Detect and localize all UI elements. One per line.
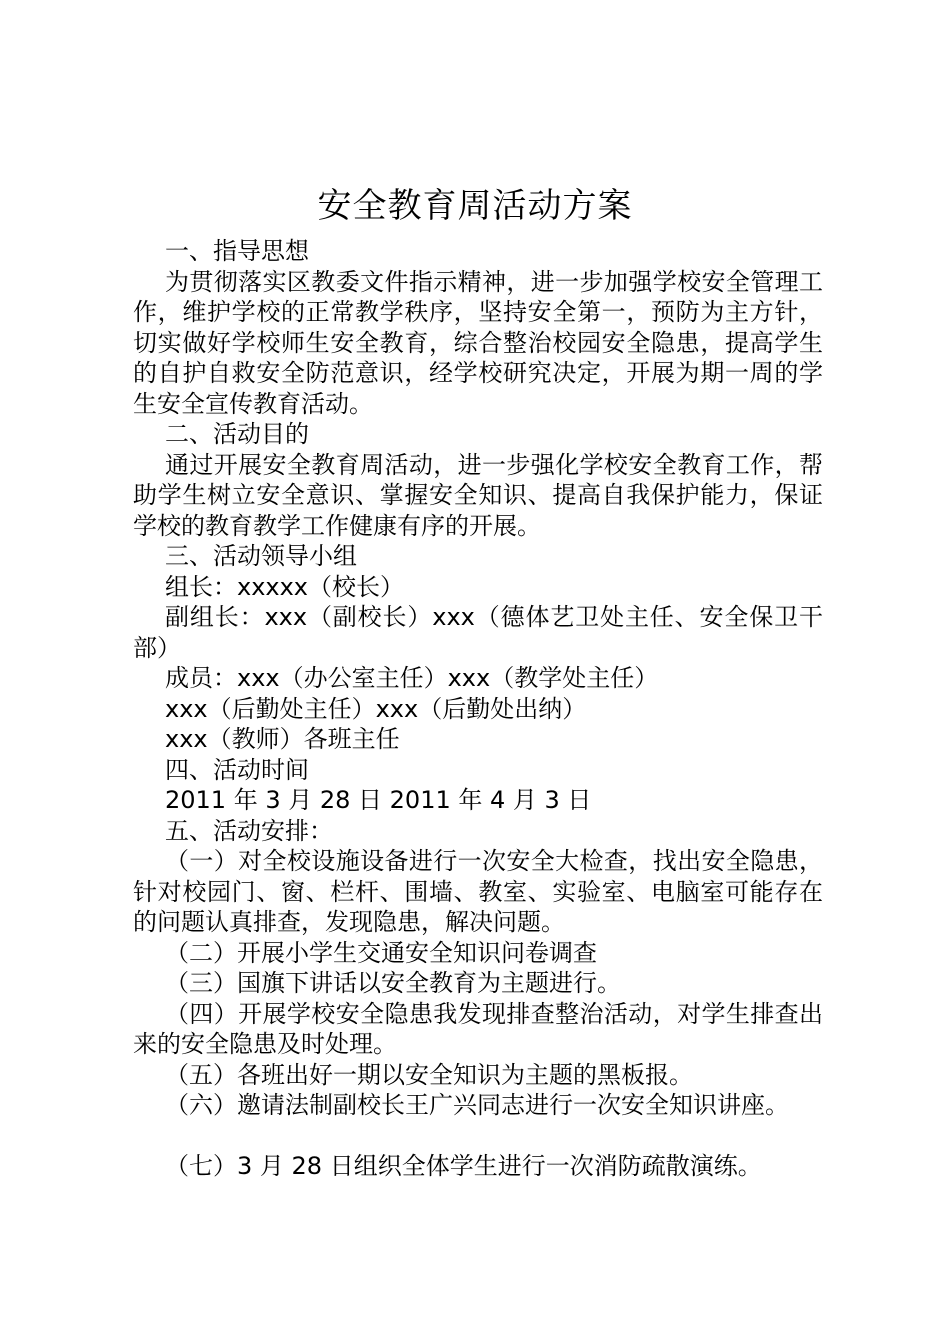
paragraph: 组长：xxxxx（校长） bbox=[165, 572, 405, 601]
paragraph: xxx（后勤处主任）xxx（后勤处出纳） bbox=[165, 694, 587, 723]
paragraph: （六）邀请法制副校长王广兴同志进行一次安全知识讲座。 bbox=[165, 1091, 789, 1119]
document-title: 安全教育周活动方案 bbox=[317, 186, 633, 226]
paragraph: 为贯彻落实区教委文件指示精神，进一步加强学校安全管理工作，维护学校的正常教学秩序，坚持安全第一，预防为主方针，切实做好学校师生安全教育，综合整治校园安全隐患，提高学生的自护自救安全防范意识，经学校研究决定，开展为期一周的学生安全宣传教育活动。 bbox=[133, 267, 823, 418]
paragraph: （四）开展学校安全隐患我发现排查整治活动，对学生排查出来的安全隐患及时处理。 bbox=[133, 999, 823, 1058]
section-heading: 二、活动目的 bbox=[165, 420, 309, 448]
section-heading: 四、活动时间 bbox=[165, 755, 309, 784]
paragraph: （一）对全校设施设备进行一次安全大检查，找出安全隐患，针对校园门、窗、栏杆、围墙、教室、实验室、电脑室可能存在的问题认真排查，发现隐患，解决问题。 bbox=[133, 847, 823, 936]
paragraph: 通过开展安全教育周活动，进一步强化学校安全教育工作，帮助学生树立安全意识、掌握安全知识、提高自我保护能力，保证学校的教育教学工作健康有序的开展。 bbox=[133, 450, 823, 540]
paragraph: （七）3 月 28 日组织全体学生进行一次消防疏散演练。 bbox=[165, 1152, 762, 1180]
paragraph: 成员：xxx（办公室主任）xxx（教学处主任） bbox=[165, 664, 659, 692]
paragraph: （三）国旗下讲话以安全教育为主题进行。 bbox=[165, 969, 621, 997]
paragraph: 副组长：xxx（副校长）xxx（德体艺卫处主任、安全保卫干部） bbox=[133, 603, 823, 662]
section-heading: 一、指导思想 bbox=[165, 237, 309, 265]
paragraph: （五）各班出好一期以安全知识为主题的黑板报。 bbox=[165, 1060, 693, 1089]
paragraph: （二）开展小学生交通安全知识问卷调查 bbox=[165, 938, 597, 967]
blank-line bbox=[133, 1121, 823, 1152]
section-heading: 三、活动领导小组 bbox=[165, 542, 357, 570]
section-heading: 五、活动安排： bbox=[165, 816, 333, 845]
paragraph: xxx（教师）各班主任 bbox=[165, 725, 400, 753]
document-body bbox=[133, 236, 823, 1182]
paragraph: 2011 年 3 月 28 日 2011 年 4 月 3 日 bbox=[165, 786, 592, 814]
